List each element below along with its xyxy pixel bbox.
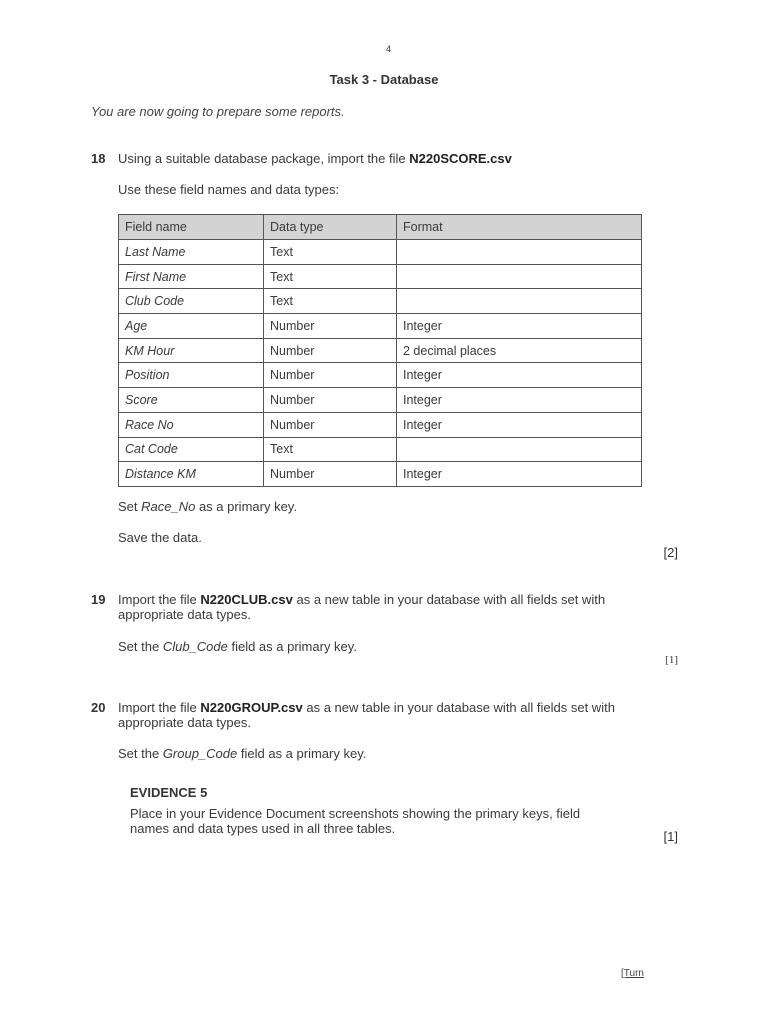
- cell-field-name: Cat Code: [119, 437, 264, 462]
- table-header-row: [119, 215, 642, 240]
- cell-data-type: Text: [264, 240, 397, 265]
- cell-data-type: Number: [264, 314, 397, 339]
- header-format: Format: [397, 215, 642, 240]
- question-20-number: 20: [91, 700, 106, 715]
- question-20-text: Import the file N220GROUP.csv as a new table in your database with all fields set with appropriate data types.: [118, 700, 615, 730]
- cell-data-type: Number: [264, 462, 397, 487]
- header-data-type: Data type: [264, 215, 397, 240]
- cell-format: [397, 264, 642, 289]
- question-19-mark: [1]: [665, 654, 678, 666]
- table-row: [119, 314, 642, 339]
- cell-format: Integer: [397, 388, 642, 413]
- table-row: [119, 363, 642, 388]
- cell-format: [397, 240, 642, 265]
- task-title: Task 3 - Database: [329, 72, 439, 87]
- cell-field-name: Score: [119, 388, 264, 413]
- evidence-title: EVIDENCE 5: [130, 785, 208, 800]
- question-18-text: Using a suitable database package, import the file N220SCORE.csv: [118, 151, 512, 166]
- primary-key-field: Race_No: [141, 499, 196, 514]
- cell-field-name: Race No: [119, 412, 264, 437]
- table-row: [119, 289, 642, 314]
- cell-field-name: Age: [119, 314, 264, 339]
- evidence-text: Place in your Evidence Document screenshots showing the primary keys, field names and data types used in all three tables.: [130, 806, 581, 836]
- save-instruction: Save the data.: [118, 530, 202, 545]
- cell-format: Integer: [397, 363, 642, 388]
- question-20-file: N220GROUP.csv: [200, 700, 303, 715]
- cell-data-type: Text: [264, 289, 397, 314]
- question-19-number: 19: [91, 592, 106, 607]
- table-row: [119, 240, 642, 265]
- turn-over-mark: [Turn: [621, 968, 644, 979]
- question-19-key-field: Club_Code: [162, 639, 228, 654]
- cell-data-type: Number: [264, 363, 397, 388]
- cell-format: 2 decimal places: [397, 338, 642, 363]
- question-20-key: Set the Group_Code field as a primary key.: [118, 746, 367, 761]
- cell-format: Integer: [397, 314, 642, 339]
- question-20-key-field: Group_Code: [162, 746, 238, 761]
- question-19-file: N220CLUB.csv: [200, 592, 293, 607]
- table-row: [119, 264, 642, 289]
- cell-field-name: Club Code: [119, 289, 264, 314]
- cell-field-name: Distance KM: [119, 462, 264, 487]
- question-18-instruction: Use these field names and data types:: [118, 182, 340, 197]
- cell-format: Integer: [397, 412, 642, 437]
- cell-format: [397, 289, 642, 314]
- intro-text: You are now going to prepare some reports.: [91, 104, 345, 119]
- question-18-mark: [2]: [663, 545, 678, 560]
- cell-data-type: Number: [264, 412, 397, 437]
- page-number: 4: [386, 44, 392, 54]
- table-row: [119, 462, 642, 487]
- question-20-mark: [1]: [663, 829, 678, 844]
- question-18-number: 18: [91, 151, 106, 166]
- question-19-key: Set the Club_Code field as a primary key.: [118, 639, 357, 654]
- table-row: [119, 437, 642, 462]
- field-definitions-table: [118, 214, 642, 487]
- primary-key-instruction: Set Race_No as a primary key.: [118, 499, 297, 514]
- cell-data-type: Text: [264, 264, 397, 289]
- cell-field-name: Last Name: [119, 240, 264, 265]
- table-row: [119, 388, 642, 413]
- cell-format: [397, 437, 642, 462]
- cell-data-type: Number: [264, 338, 397, 363]
- cell-field-name: Position: [119, 363, 264, 388]
- cell-data-type: Text: [264, 437, 397, 462]
- header-field-name: Field name: [119, 215, 264, 240]
- cell-format: Integer: [397, 462, 642, 487]
- question-18-file: N220SCORE.csv: [409, 151, 512, 166]
- cell-field-name: First Name: [119, 264, 264, 289]
- cell-field-name: KM Hour: [119, 338, 264, 363]
- question-19-text: Import the file N220CLUB.csv as a new table in your database with all fields set with appropriate data types.: [118, 592, 606, 622]
- table-row: [119, 412, 642, 437]
- table-row: [119, 338, 642, 363]
- cell-data-type: Number: [264, 388, 397, 413]
